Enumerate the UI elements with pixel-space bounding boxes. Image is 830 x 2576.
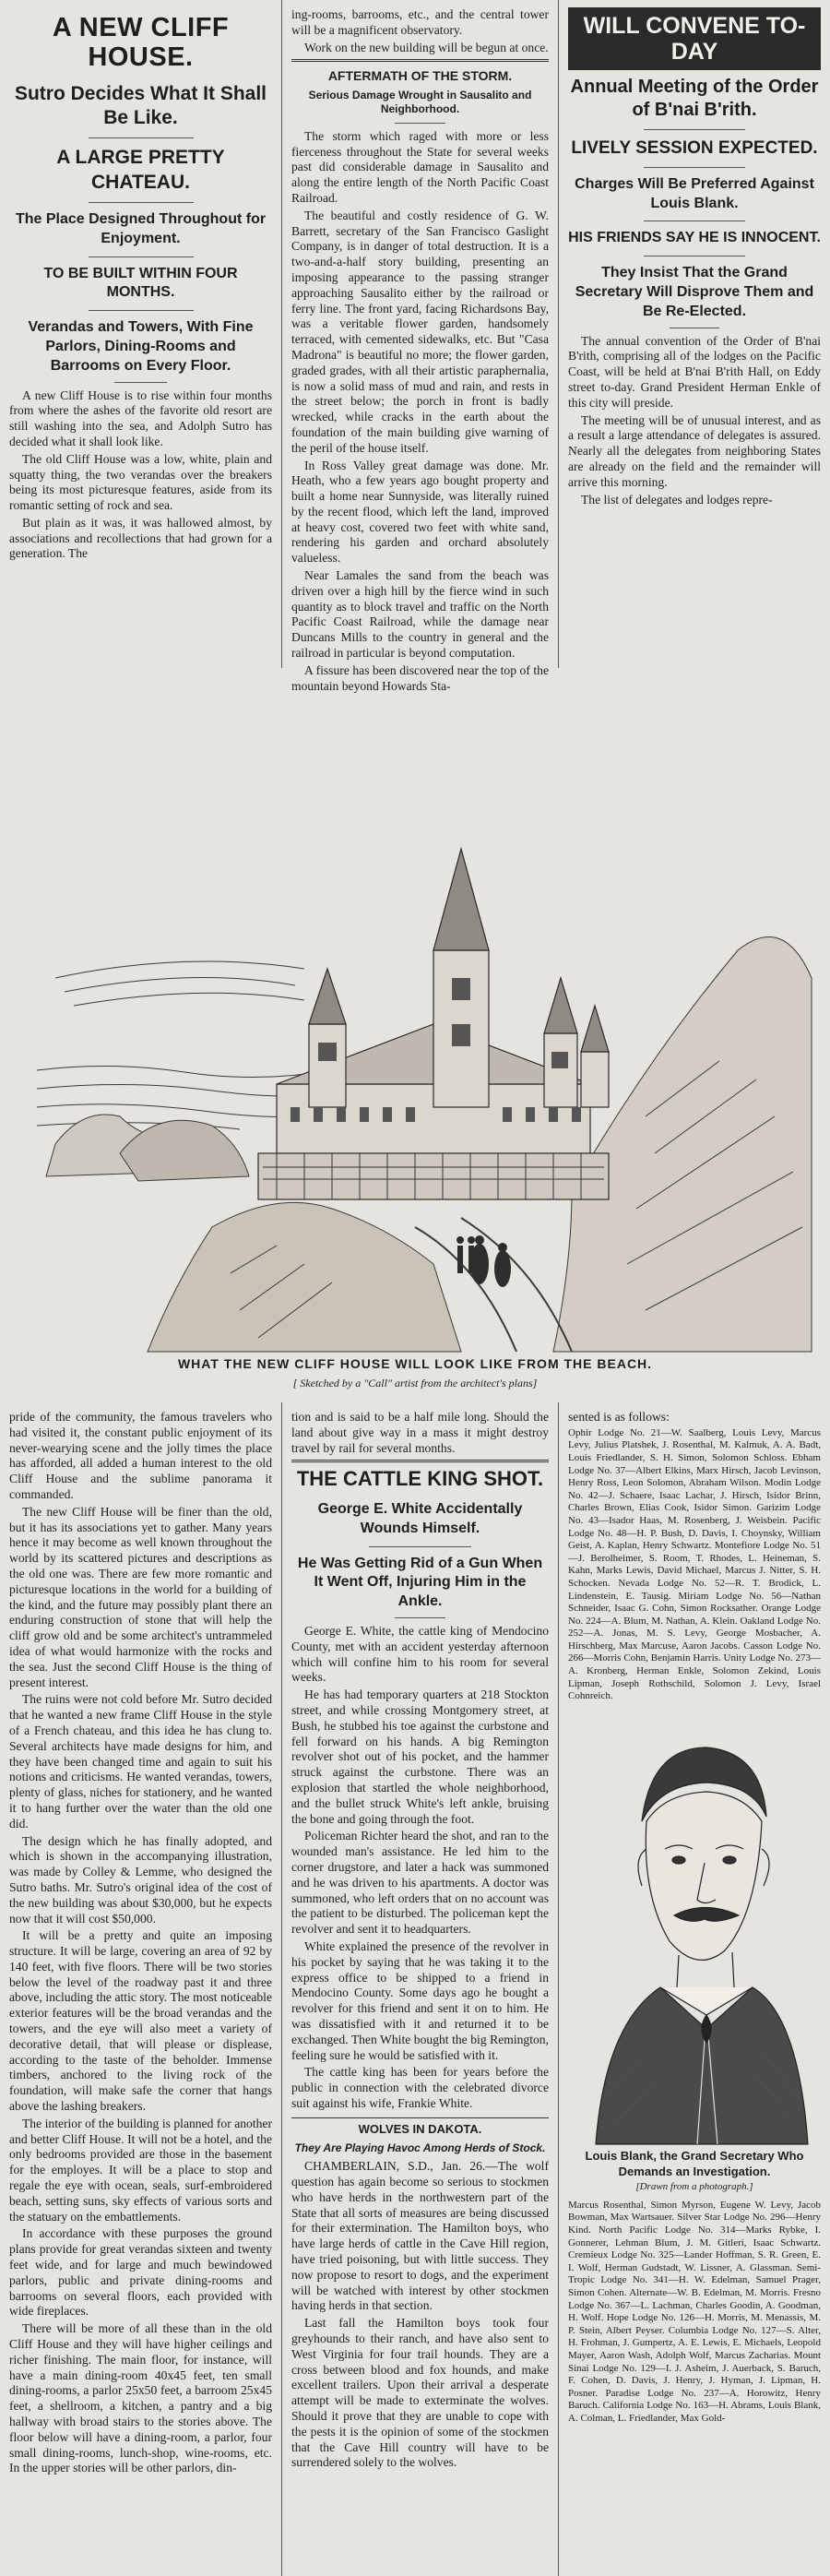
article-continuation: ing-rooms, barrooms, etc., and the central tower will be a magnificent observatory.: [291, 7, 549, 37]
column-storm: [282, 0, 559, 693]
article-continuation: tion and is said to be a half mile long. Should the land about give way in a mass it might destroy travel by rail for several months.: [291, 1410, 549, 1455]
illustration-credit: [ Sketched by a "Call" artist from the architect's plans]: [292, 1377, 538, 1389]
article-paragraph: The meeting will be of unusual interest, and as a result a large attendance of delegates is assured. Nearly all the delegates from neighboring States are already on the field and the remainder will arrive this morning.: [568, 412, 821, 489]
cliff-house-illustration: [0, 674, 830, 1352]
deck-grand-secretary: They Insist That the Grand Secretary Will Disprove Them and Be Re-Elected.: [575, 265, 814, 319]
article-paragraph: pride of the community, the famous travelers who had visited it, the constant public enjoyment of its never-wearying scene and the jolly times the place has afforded, all added a human interest to the old Cliff House and the sublime panorama it commanded.: [9, 1410, 272, 1501]
divider: [114, 382, 167, 383]
louis-blank-portrait: [568, 1711, 821, 2144]
article-paragraph: But plain as it was, it was hallowed almost, by associations and recollections that had grown for a generation. The: [9, 515, 272, 561]
headline-banner: [568, 7, 821, 70]
divider: [89, 137, 194, 138]
headline-cattle-king: THE CATTLE KING SHOT.: [296, 1467, 544, 1491]
article-paragraph: Work on the new building will be begun at once.: [304, 40, 549, 54]
divider: [644, 167, 745, 168]
article-paragraph: The list of delegates and lodges repre-: [581, 492, 773, 507]
column-bnai-brith: [559, 0, 830, 668]
article-paragraph: A new Cliff House is to rise within four months from where the ashes of the favorite old resort are still washing into the sea, and Adolph Sutro has decided what it shall look like.: [9, 388, 272, 448]
divider: [395, 123, 446, 124]
divider: [89, 202, 194, 203]
article-paragraph: The storm which raged with more or less fierceness throughout the State for several weeks past did considerable damage in Sausalito and along the entire length of the North Pacific Coast Railroad.: [291, 128, 549, 205]
deck-sutro-decides: Sutro Decides What It Shall Be Like.: [14, 82, 267, 129]
article-paragraph: The interior of the building is planned for another and better Cliff House. It will not be a hotel, and the only bedrooms provided are those in the basement for the employes. It will be a place to stop and regale the eye with ocean, seals, surf-embroidered beach, setting suns, sky effects of various sorts and the statuary on the embattlements.: [9, 2116, 272, 2224]
headline-aftermath-storm: AFTERMATH OF THE STORM.: [327, 68, 513, 84]
deck-four-months: TO BE BUILT WITHIN FOUR MONTHS.: [43, 265, 238, 301]
article-paragraph: The new Cliff House will be finer than the old, but it has its associations yet to gather. Many years hence it may become as well known throughout the world by its scattered pictures and descriptions as the old one was. There are few more romantic and picturesque locations in the world for a building of the kind, and the future may possibly plant there an enduring construction of stone that will help the cliff grow old and be some architect's untrammeled idea of what would harmonize with the rocks and the sea. Just the second Cliff House is the thing of present interest.: [9, 1504, 272, 1689]
portrait-sketch: [568, 1711, 821, 2144]
portrait-caption: Louis Blank, the Grand Secretary Who Demands an Investigation.: [585, 2148, 804, 2178]
portrait-credit: [Drawn from a photograph.]: [635, 2180, 753, 2192]
divider: [291, 59, 549, 62]
article-paragraph: There will be more of all these than in the old Cliff House and they will have higher ceilings and richer finishing. The main floor, for instance, will have a main dining-room 40x45 feet, ten small dining-rooms, a parlor 25x50 feet, a barroom 25x45 feet, a shellroom, a kitchen, a pantry and a big hallway with broad stairs to the stories above. The floor below will have a dining-room, a parlor, four small dining-rooms, lunch-shop, wine-rooms, etc. In the upper stories will be other parlors, din-: [9, 2321, 272, 2475]
article-paragraph: Last fall the Hamilton boys took four greyhounds to their ranch, and have also sent to West Virginia for four trail hounds. They are a cross between blood and fox hounds, and make excellent trailers. Upon their arrival a desperate attempt will be made to exterminate the wolves. Should it prove that they are unable to cope with the pests it is the opinion of some of the stockmen that the Cave Hill country will have to be surrendered solely to the wolves.: [291, 2316, 549, 2470]
divider: [89, 310, 194, 311]
deck-verandas-towers: Verandas and Towers, With Fine Parlors, Dining-Rooms and Barrooms on Every Floor.: [28, 319, 254, 374]
divider: [369, 1546, 472, 1547]
article-paragraph: The beautiful and costly residence of G. W. Barrett, secretary of the San Francisco Gaslight Company, is in danger of total destruction. It is a two-and-a-half story building, presenting an imposing appearance to the passing stranger approaching Sausalito either by the railroad or ferry line. The front yard, facing Richardsons Bay, was a veritable flower garden, handsomely terraced, with cemented sidewalks, etc. But "Casa Madrona" is beautiful no more; the flower garden, graded grades, with all their artistic paraphernalia, is now a solid mass of mud and rain, and rests in the street below; the porch in front is badly wrecked, while cracks in the earth about the foundation of the main building give warning of the peril of the house itself.: [291, 208, 549, 455]
column-cliff-house-continued: [0, 1402, 282, 2576]
top-columns: [0, 0, 830, 693]
headline-will-convene: WILL CONVENE TO-DAY: [583, 13, 806, 65]
divider: [89, 256, 194, 257]
article-paragraph: In Ross Valley great damage was done. Mr. Heath, who a few years ago bought property and built a home near Sunnyside, was literally ruined by the recent flood, which left the land, improved at heavy cost, covered two feet with white sand, rendering his garden and orchard absolutely valueless.: [291, 458, 549, 566]
deck-white-wounds: George E. White Accidentally Wounds Himself.: [317, 1501, 523, 1536]
illustration-caption: WHAT THE NEW CLIFF HOUSE WILL LOOK LIKE FROM THE BEACH.: [177, 1356, 653, 1371]
deck-lively-session: LIVELY SESSION EXPECTED.: [571, 138, 818, 158]
divider: [291, 2117, 549, 2118]
lodge-list: Ophir Lodge No. 21—W. Saalberg, Louis Levy, Marcus Levy, Julius Platshek, J. Rosenthal, M. Kalmuk, A. A. Badt, Louis Friedlander, S. H. Simon, Solomon Schloss. Ebham Lodge No. 37—Albert Elkins, Marx Hirsch, Jacob Levinson, Henry Ross, Leon Solomon, Abraham Wilson. Modin Lodge No. 42—J. Schaere, Isaac Lachar, J. Hirsch, Isidor Brinn, Charles Brown, Elias Cook, Isidor Simon. Garizim Lodge No. 43—Isador Haas, M. Rosenberg, J. Weisbein. Pacific Lodge No. 48—H. P. Bush, D. Davis, I. Choynsky, William Geist, A. Kaplan, Henry Schwartz. Montefiore Lodge No. 51—J. Berolheimer, S. Room, T. Rhodes, L. Heineman, S. Kahn, Marks Lewis, David Michael, Marcus J. Nitter, S. H. Schocken. Nevada Lodge No. 52—R. T. Brodick, L. Lindenstein, E. Tausig. Miriam Lodge No. 56—Nathan Schneider, Isaac G. Cohn, Simon Rocksather. Orange Lodge No. 224—A. Blum, M. Nathan, A. Klein. Oakland Lodge No. 252—A. Jonas, M. S. Levy, George Mosbacher, A. Hirschberg, Max Marcuse, Aaron Jacobs. Casson Lodge No. 266—Morris Cohn, Benjamin Harris. Unity Lodge No. 273—A. Kronberg, Herman Enkle, Solomon Zekind, Louis Lipman, Joseph Rothschild, Solomon J. Levy, Israel Cohnreich.: [568, 1426, 821, 1702]
article-paragraph: The ruins were not cold before Mr. Sutro decided that he wanted a new frame Cliff House in the style of a French chateau, and this idea he has clung to. Several architects have made designs for him, and they have been changed time and again to suit his notions and criticisms. He wanted verandas, towers, plenty of glass, niches for stationery, and he wanted it to hang further over the water than the old one did.: [9, 1692, 272, 1831]
column-cattle-king: [282, 1402, 559, 2576]
article-paragraph: George E. White, the cattle king of Mendocino County, met with an accident yesterday afternoon which will confine him to his room for several weeks.: [291, 1624, 549, 1685]
article-paragraph: It will be a pretty and quite an imposing structure. It will be large, covering an area of 92 by 140 feet, with five floors. There will be two stories below the level of the roadway past it and three above, including the attic story. The most noticeable exterior features will be the broad verandas and the towers, and the eye will also meet a variety of decorative detail, that will please or displease, according to the taste of the beholder. Immense timbers, anchored to the living rock of the foundation, will make safe the corner that hangs above the lashing breakers.: [9, 1928, 272, 2114]
article-continuation: sented is as follows:: [568, 1410, 670, 1424]
divider: [644, 129, 745, 130]
article-paragraph: The old Cliff House was a low, white, plain and squatty thing, the two verandas over the breakers being its most picturesque features, aside from its romantic setting of rock and sea.: [9, 451, 272, 513]
article-paragraph: The design which he has finally adopted, and which is shown in the accompanying illustration, was made by Colley & Lemme, who designed the Sutro baths. Mr. Sutro's original idea of the cost of the new building was about $30,000, but he expects now that it will cost $50,000.: [9, 1833, 272, 1926]
deck-large-chateau: A LARGE PRETTY CHATEAU.: [56, 147, 225, 193]
article-paragraph: CHAMBERLAIN, S.D., Jan. 26.—The wolf question has again become so serious to stockmen who have herds in the northwestern part of the State that all sorts of measures are being discussed for their extermination. The Hamilton boys, who have large herds of cattle in the Cave Hill region, have tried poisoning, but with little success. They now propose to resort to dogs, and the experiment will be watched with interest by other stockmen having herds in that section.: [291, 2159, 549, 2313]
article-paragraph: Near Lamales the sand from the beach was driven over a high hill by the fierce wind in such quantity as to block travel and traffic on the North Pacific Coast Railroad, while the damage near Duncans Mills to the country in general and the railroad in particular is beyond computation.: [291, 568, 549, 661]
lodge-list: Marcus Rosenthal, Simon Myrson, Eugene W. Levy, Jacob Bowman, Max Wartsauer. Silver Star Lodge No. 296—Henry Kind. North Pacific Lodge No. 314—Marks Rybke, I. Gonnerer, Lehman Blum, J. M. Gitleri, Isaac Schwartz. Cremieux Lodge No. 325—Lander Hoffman, S. R. Green, E. I. Wolf, Herman Gudstadt, W. Lissner, A. Glassman. Semi-Tropic Lodge No. 341—H. W. Edelman, Samuel Prager, Simon Cohen. Alternate—W. B. Edelman, M. Morris. Fresno Lodge No. 367—L. Lachman, Charles Goodin, A. Goodman, H. Wolf. Hope Lodge No. 126—H. Morris, M. Menassis, M. P. Stein, Albert Peyser. Columbia Lodge No. 127—S. Alter, H. Frohman, J. Gumpertz, A. E. Lewis, E. Michaels, Leopold Mayer, Aaron Wash, Adolph Wolf, Marcus Zacharias. Mount Sinai Lodge No. 129—I. J. Asheim, J. Auerback, S. Baruch, F. Cohen, D. Davis, J. Henry, J. Hyman, J. Lipman, H. Posner. Paradise Lodge No. 237—A. Horowitz, Henry Baruch. California Lodge No. 163—H. Abrams, Louis Blank, A. Colman, L. Friedlander, Max Gold-: [568, 2199, 821, 2424]
article-paragraph: White explained the presence of the revolver in his pocket by saying that he was taking it to the express office to be shipped to a friend in Mendocino County. Some days ago he bought a revolver for this friend and sent it on to him. He was dissatisfied with it and returned it to be exchanged. Then White bought the big Remington, feeling sure he would be satisfied with it.: [291, 1938, 549, 2062]
headline-wolves-dakota: WOLVES IN DAKOTA.: [358, 2121, 482, 2136]
deck-designed-for-enjoyment: The Place Designed Throughout for Enjoyment.: [15, 210, 267, 246]
deck-getting-rid-gun: He Was Getting Rid of a Gun When It Went Off, Injuring Him in the Ankle.: [297, 1555, 543, 1610]
deck-annual-meeting: Annual Meeting of the Order of B'nai B'rith.: [570, 77, 819, 120]
column-cliff-house: [0, 0, 282, 668]
bottom-columns: [0, 1402, 830, 2576]
deck-playing-havoc: They Are Playing Havoc Among Herds of Stock.: [294, 2141, 546, 2154]
deck-friends-innocent: HIS FRIENDS SAY HE IS INNOCENT.: [568, 230, 821, 246]
article-paragraph: The cattle king has been for years before the public in connection with the celebrated divorce suit against his wife, Frankie White.: [291, 2065, 549, 2110]
article-paragraph: Policeman Richter heard the shot, and ran to the wounded man's assistance. He led him to the corner drugstore, and later a hack was summoned and he was driven to his apartments. A doctor was summoned, who left orders that on no account was the patient to be disturbed. The policeman kept the revolver and sent it to headquarters.: [291, 1829, 549, 1937]
article-paragraph: The annual convention of the Order of B'nai B'rith, comprising all of the lodges on the Pacific Coast, will be held at B'nai B'rith Hall, on Eddy street to-day. Grand President Herman Enkle of this city will preside.: [568, 333, 821, 410]
article-paragraph: He has had temporary quarters at 218 Stockton street, and while crossing Montgomery street, at Bush, he stubbed his toe against the curbstone and fell forward on his hands. A big Remington revolver shot out of his pocket, and the hammer struck against the curbstone. There was an explosion that startled the whole neighborhood, and the bullet struck White's left ankle, bruising the bone and going through the foot.: [291, 1688, 549, 1826]
article-paragraph: A fissure has been discovered near the top of the mountain beyond Howards Sta-: [291, 662, 549, 693]
article-paragraph: In accordance with these purposes the ground plans provide for great verandas sixteen and twenty feet wide, and for large and much bewindowed parlors, public and private dining-rooms and barrooms on several floors, each provided with wide fireplaces.: [9, 2226, 272, 2319]
column-delegates: [559, 1402, 830, 2576]
cliff-house-sketch: [0, 674, 830, 1352]
headline-new-cliff-house: A NEW CLIFF HOUSE.: [52, 13, 230, 73]
divider: [291, 1460, 549, 1462]
deck-charges-louis-blank: Charges Will Be Preferred Against Louis Blank.: [575, 175, 814, 211]
divider: [395, 1617, 446, 1618]
deck-serious-damage: Serious Damage Wrought in Sausalito and Neighborhood.: [308, 88, 532, 116]
